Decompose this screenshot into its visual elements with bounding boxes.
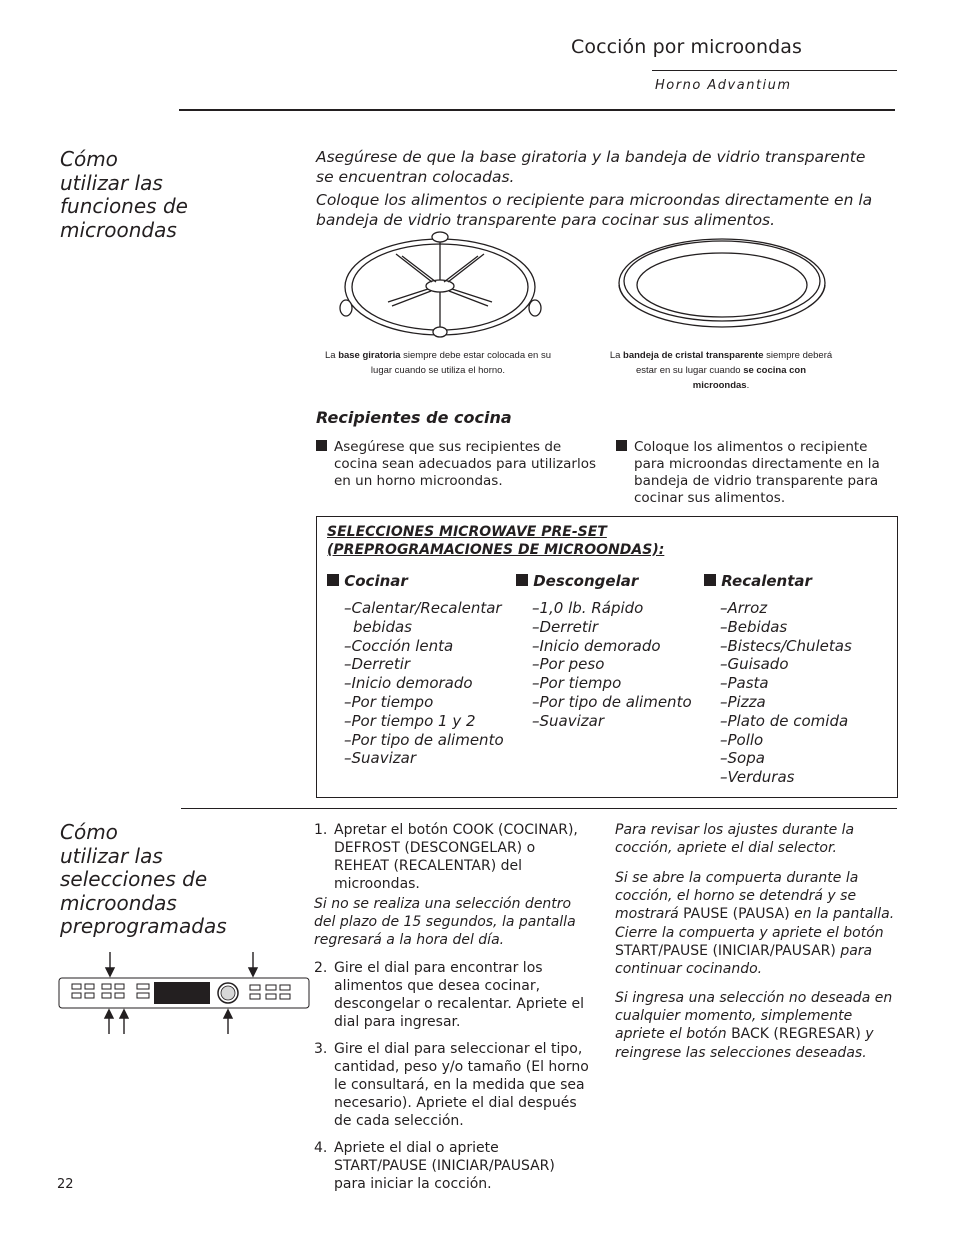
caption-turntable (318, 348, 558, 378)
preset-list-descongelar (532, 599, 692, 731)
heading-line: utilizar las (60, 170, 163, 195)
step-text: Apretar el botón COOK (COCINAR), DEFROST (DESCONGELAR) o REHEAT (RECALENTAR) del microondas. (334, 822, 578, 892)
heading-line: funciones de (60, 194, 188, 218)
bullet-text: Asegúrese que sus recipientes de cocina sean adecuados para utilizarlos en un horno microondas. (334, 439, 596, 489)
step-1 (314, 821, 604, 892)
column-heading-text: Recalentar (721, 572, 812, 590)
timeout-note: Si no se realiza una selección dentro del plazo de 15 segundos, la pantalla regresará a la hora del día. (314, 896, 576, 948)
list-item: –Inicio demorado (344, 674, 473, 693)
note-text: en la pantalla. Cierre la compuerta y apriete el botón (615, 906, 895, 941)
caption-text: La (609, 350, 624, 361)
step-4 (314, 1139, 604, 1195)
heading-line: preprogramadas (60, 914, 227, 938)
preset-column-heading-cocinar (327, 572, 408, 590)
control-panel-illustration (58, 950, 310, 1036)
caption-text: . (746, 380, 750, 391)
caption-text: siempre deberá estar en su lugar cuando (635, 350, 833, 376)
preset-column-heading-descongelar (516, 572, 638, 590)
top-divider (179, 109, 895, 111)
preset-list-recalentar (720, 599, 852, 787)
step-number: 4. (314, 1140, 328, 1156)
bullet-square-icon (327, 574, 339, 586)
list-item: –Bebidas (720, 617, 788, 636)
column-heading-text: Cocinar (344, 572, 408, 590)
caption-bold: se cocina con microondas (692, 365, 807, 391)
bullet-square-icon (316, 440, 327, 451)
list-item: –Verduras (720, 768, 795, 787)
list-item: –Pollo (720, 730, 764, 749)
list-item: –Arroz (720, 599, 768, 617)
list-item: –Sopa (720, 749, 765, 768)
note-compuerta (615, 869, 905, 978)
list-item: –Por tiempo (532, 674, 622, 693)
turntable-base-illustration (336, 230, 550, 340)
caption-bold: bandeja de cristal transparente (623, 350, 764, 361)
bullet-text: Coloque los alimentos o recipiente para microondas directamente en la bandeja de vidrio transparente para cocinar sus alimentos. (634, 439, 880, 506)
note-text: BACK (REGRESAR) (731, 1026, 861, 1043)
heading-line: microondas (60, 890, 177, 915)
glass-tray-illustration (614, 233, 830, 333)
page-header-subtitle: Horno Advantium (655, 78, 792, 93)
list-item: –Pizza (720, 692, 766, 711)
list-item: –Guisado (720, 655, 789, 674)
note-text: Si se abre la compuerta durante la cocción, el horno se detendrá y se mostrará (615, 870, 859, 923)
page-header-title: Cocción por microondas (571, 36, 803, 58)
list-item: –Por tiempo 1 y 2 (344, 711, 476, 730)
list-item: –Por tiempo (344, 692, 434, 711)
step-3 (314, 1040, 604, 1130)
intro-paragraph-1: Asegúrese de que la base giratoria y la bandeja de vidrio transparente se encuentran colocadas. (316, 148, 866, 186)
list-item: –Cocción lenta (344, 636, 454, 655)
note-text: Si ingresa una selección no deseada en cualquier momento, simplemente apriete el botón (615, 990, 893, 1043)
section-heading-preprogramadas (60, 821, 227, 939)
step-number: 2. (314, 960, 328, 976)
list-item: –Derretir (532, 617, 599, 636)
list-item: –Suavizar (532, 711, 604, 730)
list-item: –Inicio demorado (532, 636, 661, 655)
bullet-square-icon (516, 574, 528, 586)
list-item: bebidas (353, 617, 412, 636)
note-text: PAUSE (PAUSA) (683, 906, 790, 923)
list-item: –Plato de comida (720, 711, 849, 730)
step-number: 3. (314, 1041, 328, 1057)
bullet-recipientes-2 (616, 439, 900, 509)
step-2 (314, 959, 604, 1031)
list-item: –Pasta (720, 674, 769, 693)
step-text: Gire el dial para encontrar los alimentos que desea cocinar, descongelar o recalentar. Apriete el dial para ingresar. (334, 960, 585, 1030)
step-text: Gire el dial para seleccionar el tipo, cantidad, peso y/o tamaño (El horno le consultará, en la medida que sea necesario). Apriete el dial después de cada selección. (334, 1041, 589, 1129)
note-text: para continuar cocinando. (615, 942, 873, 978)
heading-line: Cómo (60, 147, 118, 171)
heading-line: selecciones de (60, 867, 208, 891)
note-text: START/PAUSE (INICIAR/PAUSAR) (615, 942, 836, 959)
bullet-recipientes-1 (316, 439, 602, 493)
heading-line: Cómo (60, 820, 118, 844)
list-item: –1,0 lb. Rápido (532, 599, 644, 617)
recipientes-heading: Recipientes de cocina (316, 408, 512, 427)
note-seleccion-no-deseada (615, 989, 895, 1062)
column-heading-text: Descongelar (533, 572, 639, 590)
list-item: –Por tipo de alimento (532, 692, 692, 711)
note-revisar-ajustes: Para revisar los ajustes durante la cocción, apriete el dial selector. (615, 822, 855, 857)
list-item: –Derretir (344, 655, 411, 674)
list-item: –Por tipo de alimento (344, 730, 504, 749)
caption-bold: base giratoria (338, 350, 401, 361)
page-number: 22 (57, 1177, 74, 1192)
intro-paragraph-2: Coloque los alimentos o recipiente para microondas directamente en la bandeja de vidrio transparente para cocinar sus alimentos. (316, 191, 873, 229)
note-text: y reingrese las selecciones deseadas. (615, 1026, 874, 1061)
step-text: Apriete el dial o apriete START/PAUSE (INICIAR/PAUSAR) para iniciar la cocción. (334, 1140, 555, 1192)
section-heading-funciones (60, 148, 188, 242)
step-number: 1. (314, 822, 328, 838)
list-item: –Suavizar (344, 749, 416, 768)
preset-selections-box (316, 516, 898, 798)
heading-line: microondas (60, 217, 177, 242)
bullet-square-icon (616, 440, 627, 451)
preset-column-heading-recalentar (704, 572, 812, 590)
list-item: –Por peso (532, 655, 605, 674)
header-divider (652, 70, 897, 71)
caption-text: La (324, 350, 339, 361)
bullet-square-icon (704, 574, 716, 586)
preset-list-cocinar (344, 599, 504, 768)
list-item: –Calentar/Recalentar (344, 599, 502, 617)
list-item: –Bistecs/Chuletas (720, 636, 852, 655)
caption-glass-tray (608, 348, 834, 393)
preset-box-title: SELECCIONES MICROWAVE PRE-SET (PREPROGRAMACIONES DE MICROONDAS): (327, 524, 665, 558)
section-divider (181, 808, 897, 809)
heading-line: utilizar las (60, 843, 163, 868)
caption-text: siempre debe estar colocada en su lugar cuando se utiliza el horno. (370, 350, 552, 376)
